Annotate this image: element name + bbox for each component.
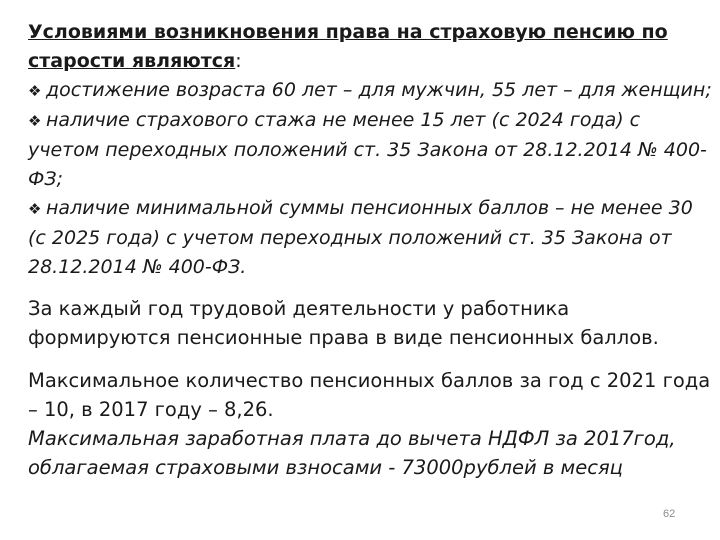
conditions-heading: Условиями возникновения права на страховую пенсию по старости являются xyxy=(28,21,668,72)
diamond-bullet-icon: ❖ xyxy=(28,200,42,218)
conditions-heading-line xyxy=(28,18,712,76)
condition-text: наличие страхового стажа не менее 15 лет (с 2024 года) с учетом переходных положений ст. 35 Закона от 28.12.2014 № 400-ФЗ; xyxy=(28,109,707,190)
diamond-bullet-icon: ❖ xyxy=(28,112,42,130)
max-points-paragraph xyxy=(28,366,712,482)
condition-text: достижение возраста 60 лет – для мужчин, 55 лет – для женщин; xyxy=(46,79,712,101)
page-number: 62 xyxy=(663,508,676,520)
condition-item-points xyxy=(28,194,712,282)
slide-content xyxy=(28,18,712,482)
condition-item-experience xyxy=(28,106,712,194)
condition-item-age xyxy=(28,76,712,106)
max-points-text: Максимальное количество пенсионных баллов за год с 2021 года – 10, в 2017 году – 8,26. xyxy=(28,369,711,421)
conditions-block xyxy=(28,18,712,282)
pension-rights-paragraph: За каждый год трудовой деятельности у работника формируются пенсионные права в виде пенсионных баллов. xyxy=(28,297,659,349)
max-salary-text: Максимальная заработная плата до вычета НДФЛ за 2017год, облагаемая страховыми взносами - 73000рублей в месяц xyxy=(28,427,676,479)
condition-text: наличие минимальной суммы пенсионных баллов – не менее 30 (с 2025 года) с учетом переходных положений ст. 35 Закона от 28.12.2014 № 400-ФЗ. xyxy=(28,197,693,278)
heading-colon: : xyxy=(235,50,242,72)
diamond-bullet-icon: ❖ xyxy=(28,82,42,100)
